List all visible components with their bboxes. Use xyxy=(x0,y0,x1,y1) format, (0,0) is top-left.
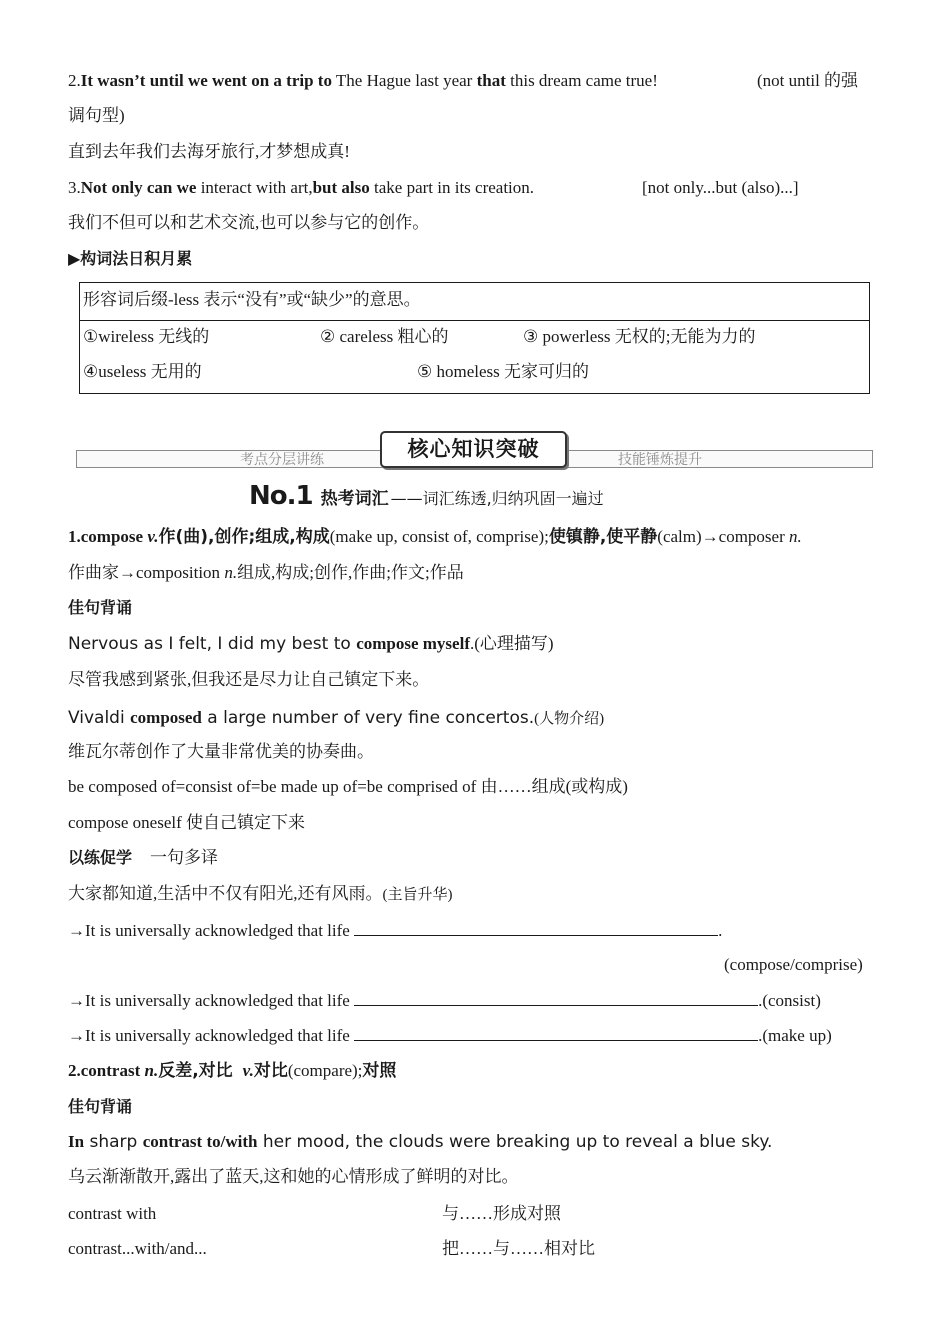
sentence-text: take part in its creation. xyxy=(369,178,535,197)
sentence-3-translation: 我们不但可以和艺术交流,也可以参与它的创作。 xyxy=(68,213,430,232)
example-sentence xyxy=(68,1131,772,1153)
answer-blank[interactable] xyxy=(354,919,718,936)
example-translation: 尽管我感到紧张,但我还是尽力让自己镇定下来。 xyxy=(68,670,430,689)
part-of-speech: n. xyxy=(789,527,802,546)
table-cell: ② careless 粗心的 xyxy=(320,327,449,346)
phrase-en: contrast...with/and... xyxy=(68,1239,207,1258)
table-cell: ①wireless 无线的 xyxy=(83,327,210,346)
translation-exercise xyxy=(68,919,722,942)
sentence-number: 2. xyxy=(68,71,81,90)
banner-right-label: 技能锤炼提升 xyxy=(618,452,702,468)
table-header: 形容词后缀-less 表示“没有”或“缺少”的意思。 xyxy=(83,290,421,309)
grammar-note: [not only...but (also)...] xyxy=(642,178,799,197)
entry-compose-derivatives xyxy=(68,562,464,584)
exercise-prompt: →It is universally acknowledged that life xyxy=(68,1026,350,1045)
word-formation-heading: ▶构词法日积月累 xyxy=(68,249,193,268)
practice-tag: (主旨升华) xyxy=(382,887,453,903)
answer-blank[interactable] xyxy=(354,1024,758,1041)
definition: 反差,对比 xyxy=(158,1061,233,1081)
punctuation: . xyxy=(718,921,723,940)
practice-sentence: 大家都知道,生活中不仅有阳光,还有风雨。 xyxy=(68,884,383,903)
example-translation: 乌云渐渐散开,露出了蓝天,这和她的心情形成了鲜明的对比。 xyxy=(68,1167,519,1186)
translation-exercise xyxy=(68,1024,832,1047)
label-sentences: 佳句背诵 xyxy=(68,1097,133,1116)
example-translation: 维瓦尔蒂创作了大量非常优美的协奏曲。 xyxy=(68,742,374,761)
sentence-2-translation: 直到去年我们去海牙旅行,才梦想成真! xyxy=(68,142,350,161)
definition: 对比 xyxy=(253,1061,288,1081)
entry-compose-definition xyxy=(68,526,802,548)
sentence-3 xyxy=(68,177,534,199)
phrase-cn: 与……形成对照 xyxy=(442,1204,561,1223)
exercise-hint: .(consist) xyxy=(758,991,821,1010)
exercise-hint: .(make up) xyxy=(758,1026,832,1045)
example-text: her mood, the clouds were breaking up to reveal a blue sky. xyxy=(257,1132,773,1152)
phrase-cn: 把……与……相对比 xyxy=(442,1239,595,1258)
translation-exercise xyxy=(68,989,821,1012)
practice-prompt-cn xyxy=(68,883,453,906)
part-of-speech: n. xyxy=(224,563,238,582)
phrase: be composed of=consist of=be made up of=be comprised of 由……组成(或构成) xyxy=(68,777,628,796)
example-sentence xyxy=(68,633,554,655)
example-sentence xyxy=(68,707,604,730)
table-cell: ③ powerless 无权的;无能为力的 xyxy=(523,327,756,346)
example-text: sharp xyxy=(84,1132,143,1152)
table-cell: ④useless 无用的 xyxy=(83,362,202,381)
section-title: 热考词汇 xyxy=(320,489,389,509)
practice-heading xyxy=(68,847,218,869)
table-divider xyxy=(80,320,869,321)
label-practice: 以练促学 xyxy=(68,848,133,867)
entry-number: 1 xyxy=(68,527,77,546)
label-sentences: 佳句背诵 xyxy=(68,598,133,617)
derivative: 作曲家→composition xyxy=(68,563,225,582)
headword: .compose xyxy=(76,527,148,546)
banner-title: 核心知识突破 xyxy=(380,431,567,468)
sentence-2 xyxy=(68,70,658,92)
key-structure: Not only can we xyxy=(80,178,197,197)
section-heading xyxy=(249,481,604,511)
key-phrase: contrast to/with xyxy=(142,1132,258,1151)
headword: .contrast xyxy=(76,1061,145,1080)
key-structure: It wasn’t until we went on a trip to xyxy=(80,71,332,90)
example-text: Vivaldi xyxy=(68,708,131,728)
entry-number: 2 xyxy=(68,1061,77,1080)
exercise-prompt: →It is universally acknowledged that life xyxy=(68,921,350,940)
definition: 使镇静,使平静 xyxy=(548,527,658,547)
label-practice-type: 一句多译 xyxy=(150,848,219,867)
grammar-note: (not until 的强 xyxy=(757,71,859,90)
suffix-table xyxy=(79,282,870,394)
example-text: Nervous as I felt, I did my best to xyxy=(68,634,357,654)
key-structure: that xyxy=(476,71,506,90)
example-tag: (人物介绍) xyxy=(534,711,605,727)
section-subtitle: ——词汇练透,归纳巩固一遍过 xyxy=(390,489,604,508)
exercise-hint: (compose/comprise) xyxy=(724,955,863,974)
definition: 作(曲),创作;组成,构成 xyxy=(158,527,330,547)
sentence-number: 3. xyxy=(68,178,81,197)
example-tag: .(心理描写) xyxy=(469,634,554,653)
key-phrase: compose myself xyxy=(356,634,470,653)
section-number: No.1 xyxy=(249,481,313,511)
key-phrase: In xyxy=(68,1132,85,1151)
synonyms: (make up, consist of, comprise); xyxy=(329,527,549,546)
key-phrase: composed xyxy=(130,708,202,727)
synonyms: (calm)→composer xyxy=(657,527,789,546)
example-text: a large number of very fine concertos. xyxy=(201,708,535,728)
sentence-text: interact with art, xyxy=(196,178,313,197)
sentence-text: The Hague last year xyxy=(331,71,477,90)
banner-left-label: 考点分层讲练 xyxy=(240,452,324,468)
phrase: compose oneself 使自己镇定下来 xyxy=(68,813,306,832)
grammar-note-cont: 调句型) xyxy=(68,106,125,125)
synonyms: (compare); xyxy=(287,1061,363,1080)
key-structure: but also xyxy=(312,178,370,197)
part-of-speech: v. xyxy=(147,527,159,546)
sentence-text: this dream came true! xyxy=(505,71,658,90)
table-cell: ⑤ homeless 无家可归的 xyxy=(417,362,590,381)
answer-blank[interactable] xyxy=(354,989,758,1006)
part-of-speech: n. xyxy=(144,1061,159,1080)
definition: 对照 xyxy=(362,1061,397,1081)
derivative-meaning: 组成,构成;创作,作曲;作文;作品 xyxy=(237,563,464,582)
phrase-en: contrast with xyxy=(68,1204,157,1223)
exercise-prompt: →It is universally acknowledged that life xyxy=(68,991,350,1010)
entry-contrast-definition xyxy=(68,1060,396,1082)
part-of-speech: v. xyxy=(242,1061,254,1080)
